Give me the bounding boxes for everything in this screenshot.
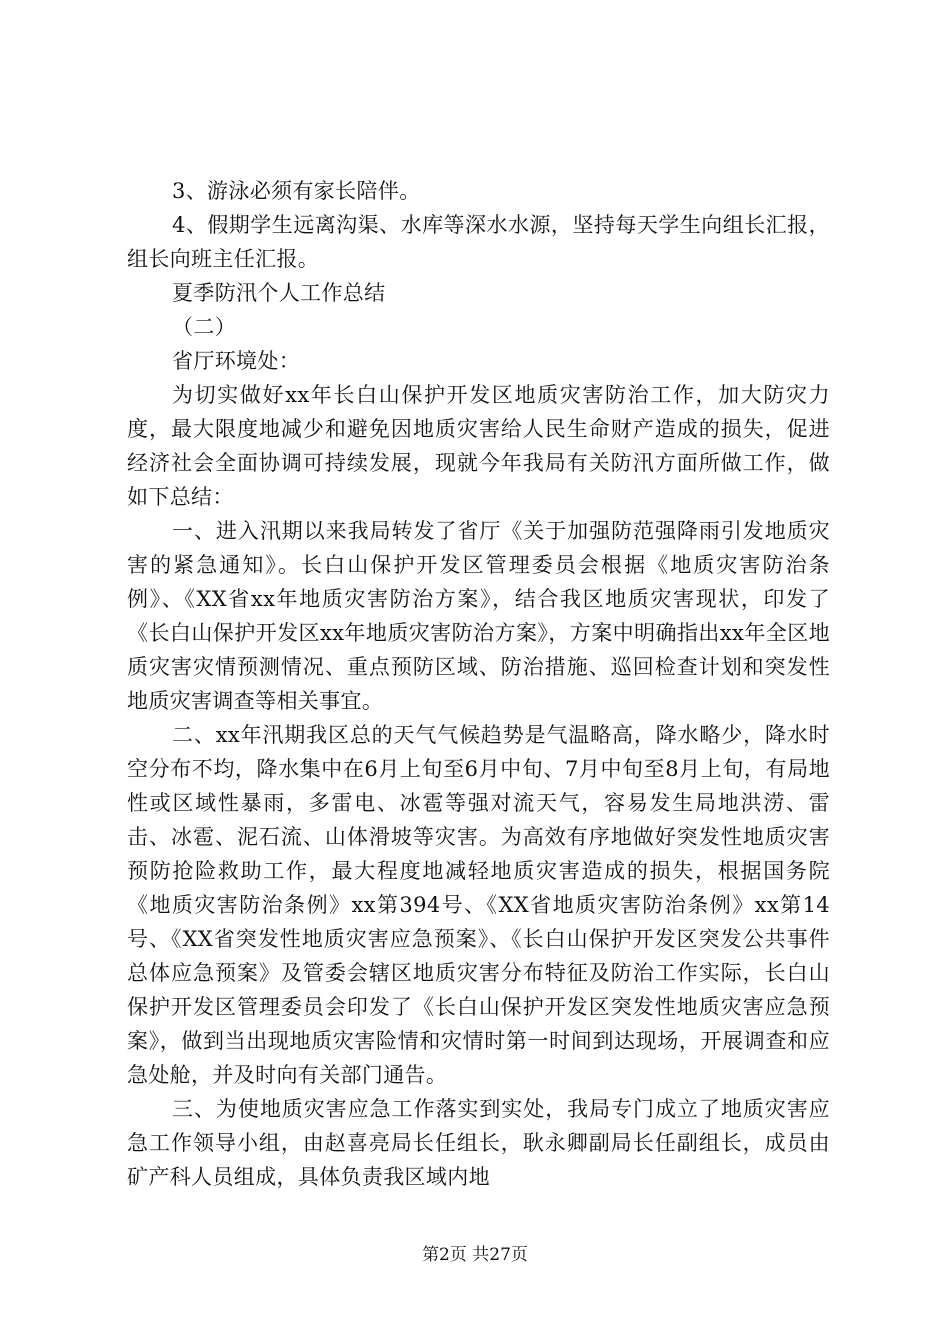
section-title: 夏季防汛个人工作总结 — [172, 281, 386, 305]
paragraph: 3、游泳必须有家长陪伴。 — [172, 179, 421, 203]
paragraph: 为切实做好xx年长白山保护开发区地质灾害防治工作，加大防灾力度，最大限度地减少和避免因地质灾害给人民生命财产造成的损失，促进经济社会全面协调可持续发展，现就今年我局有关防汛方面所做工作，做如下总结： — [127, 383, 830, 509]
paragraph: 4、假期学生远离沟渠、水库等深水水源，坚持每天学生向组长汇报，组长向班主任汇报。 — [127, 213, 830, 271]
page-footer: 第2页 共27页 — [422, 1245, 528, 1265]
paragraph: 二、xx年汛期我区总的天气气候趋势是气温略高，降水略少，降水时空分布不均，降水集中在6月上旬至6月中旬、7月中旬至8月上旬，有局地性或区域性暴雨，多雷电、冰雹等强对流天气，容易发生局地洪涝、雷击、冰雹、泥石流、山体滑坡等灾害。为高效有序地做好突发性地质灾害预防抢险救助工作，最大程度地减轻地质灾害造成的损失，根据国务院《地质灾害防治条例》xx第394号、《XX省地质灾害防治条例》xx第14号、《XX省突发性地质灾害应急预案》、《长白山保护开发区突发公共事件总体应急预案》及管委会辖区地质灾害分布特征及防治工作实际，长白山保护开发区管理委员会印发了《长白山保护开发区突发性地质灾害应急预案》，做到当出现地质灾害险情和灾情时第一时间到达现场，开展调查和应急处舱，并及时向有关部门通告。 — [127, 723, 830, 1087]
salutation: 省厅环境处： — [172, 349, 301, 373]
section-number: （二） — [172, 315, 237, 339]
document-body — [127, 174, 830, 1194]
paragraph: 三、为使地质灾害应急工作落实到实处，我局专门成立了地质灾害应急工作领导小组，由赵喜亮局长任组长，耿永卿副局长任副组长，成员由矿产科人员组成，具体负责我区域内地 — [127, 1097, 830, 1189]
paragraph: 一、进入汛期以来我局转发了省厅《关于加强防范强降雨引发地质灾害的紧急通知》。长白山保护开发区管理委员会根据《地质灾害防治条例》、《XX省xx年地质灾害防治方案》，结合我区地质灾害现状，印发了《长白山保护开发区xx年地质灾害防治方案》，方案中明确指出xx年全区地质灾害灾情预测情况、重点预防区域、防治措施、巡回检查计划和突发性地质灾害调查等相关事宜。 — [127, 519, 830, 713]
